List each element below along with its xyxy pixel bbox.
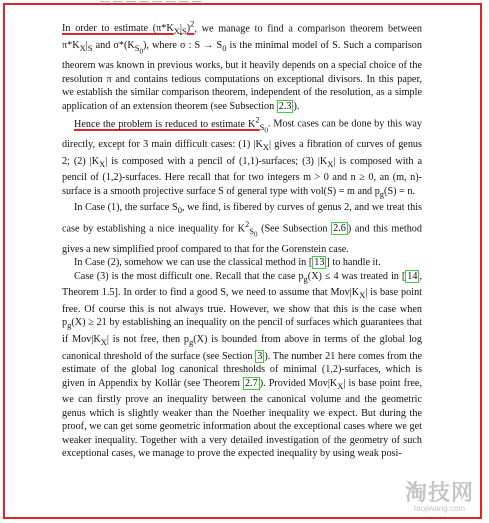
watermark-logo: [405, 482, 474, 513]
watermark-text: 淘技网: [404, 480, 474, 505]
paragraph-3: In Case (1), the surface $S_0$, we find, is fibered by curves of genus 2, and we treat this case by establishing a nice inequality for $K^2_{S_0}$ (See Subsection 2.6 ) and this method gives a new simplified proof compared to that for the Gorenstein case.: [62, 202, 422, 255]
paragraph-2: Hence the problem is reduced to estimate $K^2_{S_0}$. Most cases can be done by this way directly, except for 3 main difficult cases: (1) $|K_X|$ gives a fibration of curves of genus 2; (2) $|K_X|$ is composed with a pencil of (1,1)-surfaces; (3) $|K_X|$ is composed with a pencil of (1,2)-surfaces. Here recall that for two integers m > 0 and n ≥ 0, an (m, n)-surface is a smooth projective surface S of general type with vol(S) = m and $p_g(S) = n$.: [62, 114, 422, 199]
ref-section-3[interactable]: 3: [257, 350, 263, 362]
paragraph-4: In Case (2), somehow we can use the classical method in [ 13 ] to handle it.: [74, 257, 381, 269]
paragraph-5: Case (3) is the most difficult one. Recall that the case $p_g(X) \le 4$ was treated in [ 14 , Theorem 1.5]. In order to find a good S, we need to assume that $Mov|K_X|$ is base point free. Of course this is not always true. However, we show that this is the case when $p_g(X) \ge 21$ by establishing an inequality on the pencil of surfaces which guarantees that if $Mov|K_X|$ is not free, then $p_g(X)$ is bounded from above in terms of the global log canonical threshold of the surface (see Section 3 ). The number 21 here comes from the estimate of the global log canonical thresholds of minimal (1,2)-surfaces, which is given in Appendix by Kollár (see Theorem 2.7 ). Provided $Mov|K_X|$ is base point free, we can firstly prove an inequality between the canonical volume and the geometric genus which is slightly weaker than the Noether inequality we expect. But during the proof, we can get some geometric information about the exceptional cases where we get weaker inequality. Together with a very detailed investigation of the geometry of such exceptional cases, we manage to prove the expected inequality by using weak posi-: [62, 270, 423, 460]
highlight-frame: [3, 0, 482, 519]
ref-citation-13[interactable]: 13: [314, 257, 325, 269]
underlined-phrase-1: In order to estimate $(\pi*K_X|_S)^2$: [62, 19, 195, 37]
watermark-url: taojiwang.com: [413, 504, 466, 513]
page-body: [62, 18, 422, 461]
ref-subsection-2-6[interactable]: 2.6: [333, 223, 346, 235]
running-header-fragment: — — — — — — — —: [100, 0, 202, 7]
paragraph-1: In order to estimate $(\pi*K_X|_S)^2$, we manage to find a comparison theorem between $\pi*K_X|_S$ and $\sigma*(K_{S_0})$, where σ : $S \to S_0$ is the minimal model of S. Such a comparison theorem was known in previous works, but it heavily depends on a special choice of the resolution π and contains tedious computations on exceptional divisors. In this paper, we establish the similar comparison theorem, independent of the resolution, as a simple application of an extension theorem (see Subsection 2.3 ).: [62, 19, 422, 112]
ref-theorem-2-7[interactable]: 2.7: [244, 377, 258, 389]
underlined-phrase-2: Hence the problem is reduced to estimate $K^2_{S_0}$: [74, 114, 268, 135]
ref-subsection-2-3[interactable]: 2.3: [278, 100, 292, 112]
ref-citation-14[interactable]: 14: [407, 270, 418, 282]
